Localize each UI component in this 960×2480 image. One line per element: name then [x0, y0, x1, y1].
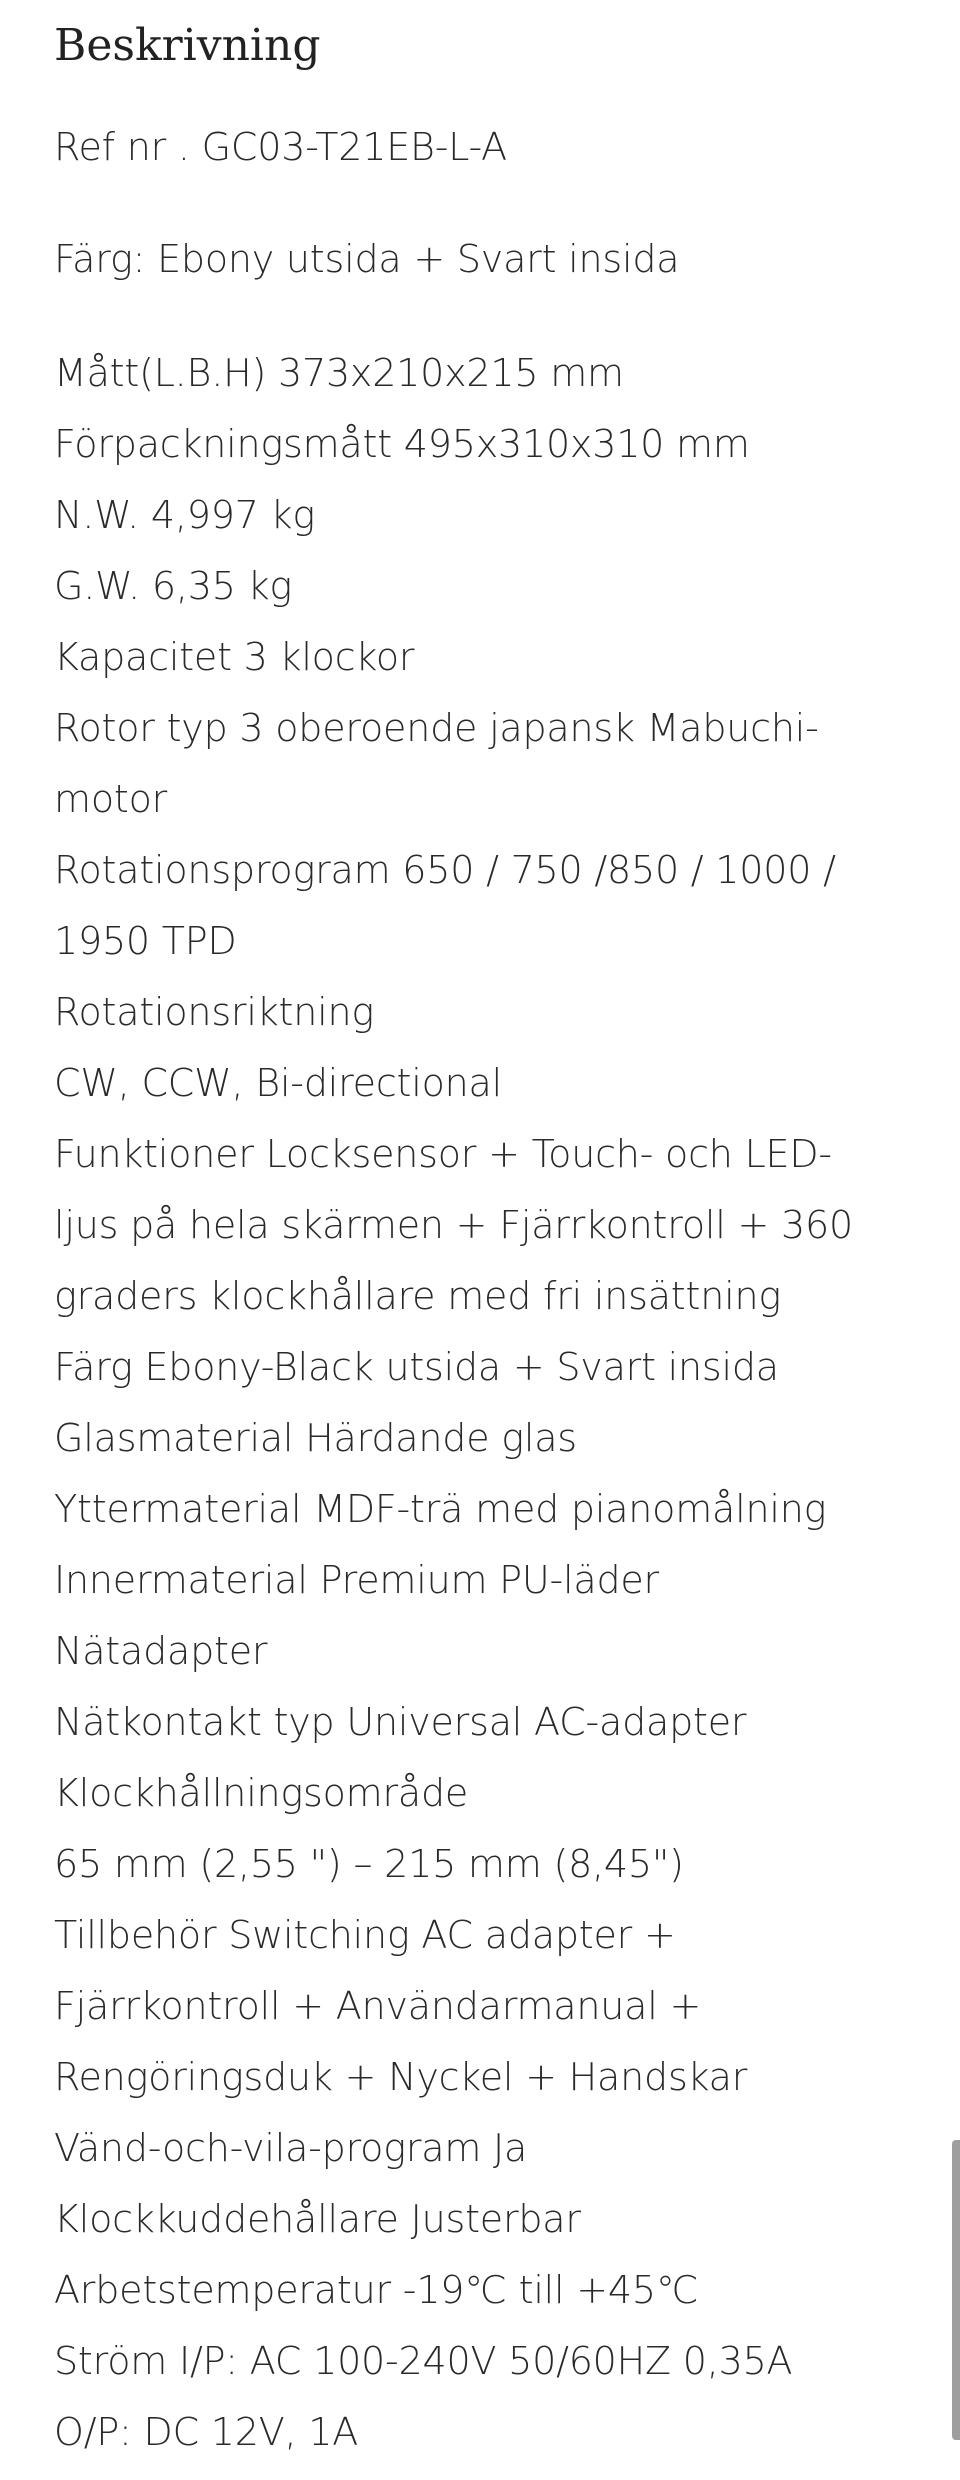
section-heading: Beskrivning [54, 20, 321, 71]
spec-line: Klockhållningsområde [54, 1771, 469, 1815]
specification-list [54, 338, 853, 2468]
spec-line: ljus på hela skärmen + Fjärrkontroll + 360 [54, 1203, 853, 1247]
spec-line: Yttermaterial MDF-trä med pianomålning [54, 1487, 827, 1531]
spec-line: Vänd-och-vila-program Ja [54, 2126, 528, 2170]
spec-line: Rotationsriktning [54, 990, 374, 1034]
spec-line: motor [54, 777, 168, 821]
spec-line: Rotor typ 3 oberoende japansk Mabuchi- [54, 706, 819, 750]
spec-line: Förpackningsmått 495x310x310 mm [54, 422, 750, 466]
reference-number: Ref nr . GC03-T21EB-L-A [54, 125, 507, 169]
spec-line: Mått(L.B.H) 373x210x215 mm [54, 351, 624, 395]
spec-line: N.W. 4,997 kg [54, 493, 315, 537]
spec-line: Klockkuddehållare Justerbar [54, 2197, 581, 2241]
spec-line: Funktioner Locksensor + Touch- och LED- [54, 1132, 832, 1176]
spec-line: Färg Ebony-Black utsida + Svart insida [54, 1345, 779, 1389]
spec-line: Innermaterial Premium PU-läder [54, 1558, 659, 1602]
spec-line: Ström I/P: AC 100-240V 50/60HZ 0,35A [54, 2339, 793, 2383]
spec-line: O/P: DC 12V, 1A [54, 2410, 359, 2454]
spec-line: graders klockhållare med fri insättning [54, 1274, 781, 1318]
spec-line: Rengöringsduk + Nyckel + Handskar [54, 2055, 748, 2099]
spec-line: Rotationsprogram 650 / 750 /850 / 1000 / [54, 848, 836, 892]
spec-line: G.W. 6,35 kg [54, 564, 292, 608]
spec-line: Tillbehör Switching AC adapter + [54, 1913, 676, 1957]
spec-line: Arbetstemperatur -19℃ till +45℃ [54, 2268, 699, 2312]
spec-line: Nätadapter [54, 1629, 268, 1673]
spec-line: CW, CCW, Bi-directional [54, 1061, 502, 1105]
spec-line: Glasmaterial Härdande glas [54, 1416, 577, 1460]
scrollbar-thumb[interactable] [952, 2140, 960, 2440]
color-description: Färg: Ebony utsida + Svart insida [54, 237, 680, 281]
spec-line: Nätkontakt typ Universal AC-adapter [54, 1700, 747, 1744]
spec-line: Kapacitet 3 klockor [54, 635, 415, 679]
spec-line: 65 mm (2,55 ") – 215 mm (8,45") [54, 1842, 684, 1886]
spec-line: Fjärrkontroll + Användarmanual + [54, 1984, 702, 2028]
spec-line: 1950 TPD [54, 919, 237, 963]
